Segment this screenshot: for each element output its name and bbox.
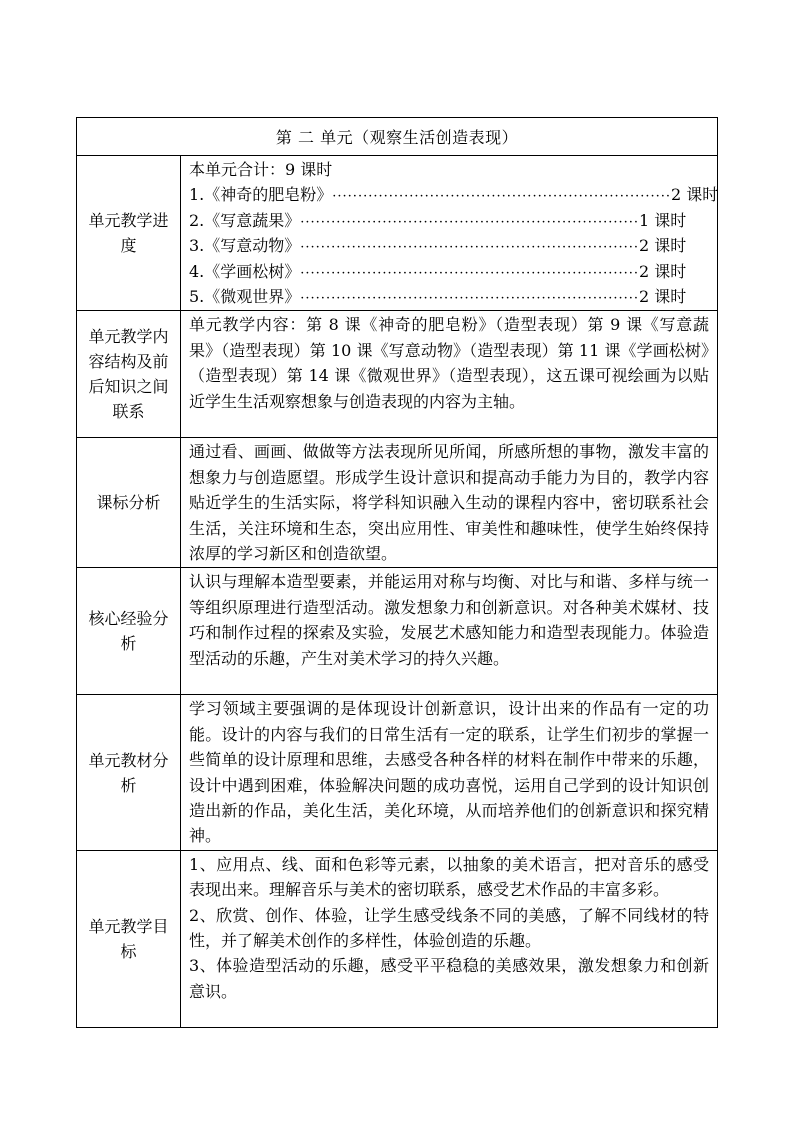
schedule-item-title: 1.《神奇的肥皂粉》 xyxy=(189,185,333,205)
schedule-item-hours: 2 课时 xyxy=(639,286,687,306)
structure-label: 单元教学内容结构及前后知识之间联系 xyxy=(77,311,181,438)
progress-label: 单元教学进度 xyxy=(77,156,181,311)
progress-total: 本单元合计：9 课时 xyxy=(189,160,333,179)
dot-leader: ·································································· xyxy=(300,290,640,306)
dot-leader: ·································································· xyxy=(300,214,640,230)
schedule-item-hours: 2 课时 xyxy=(639,261,687,281)
schedule-item xyxy=(189,284,709,309)
schedule-item xyxy=(189,208,709,233)
core-experience-label: 核心经验分析 xyxy=(77,568,181,695)
textbook-label: 单元教材分析 xyxy=(77,695,181,850)
schedule-item xyxy=(189,233,709,258)
schedule-item-hours: 1 课时 xyxy=(639,210,687,230)
schedule-item-title: 2.《写意蔬果》 xyxy=(189,210,301,230)
dot-leader: ·································································· xyxy=(300,240,640,256)
textbook-content: 学习领域主要强调的是体现设计创新意识，设计出来的作品有一定的功能。设计的内容与我们的日常生活有一定的联系，让学生们初步的掌握一些简单的设计原理和思维，去感受各种各样的材料在制作中带来的乐趣，设计中遇到困难，体验解决问题的成功喜悦，运用自己学到的设计知识创造出新的作品，美化生活，美化环境，从而培养他们的创新意识和探究精神。 xyxy=(181,695,718,850)
dot-leader: ·································································· xyxy=(332,189,672,205)
progress-row xyxy=(77,156,718,311)
curriculum-row xyxy=(77,438,718,568)
goal-item: 3、体验造型活动的乐趣，感受平平稳稳的美感效果，激发想象力和创新意识。 xyxy=(189,956,709,1001)
structure-row xyxy=(77,311,718,438)
goal-item: 2、欣赏、创作、体验，让学生感受线条不同的美感，了解不同线材的特性，并了解美术创作的多样性，体验创造的乐趣。 xyxy=(189,905,709,951)
goals-row xyxy=(77,850,718,1027)
goal-item: 1、应用点、线、面和色彩等元素，以抽象的美术语言，把对音乐的感受表现出来。理解音乐与美术的密切联系，感受艺术作品的丰富多彩。 xyxy=(189,854,709,900)
schedule-item-hours: 2 课时 xyxy=(671,185,719,205)
schedule-item-title: 3.《写意动物》 xyxy=(189,236,301,256)
schedule-item xyxy=(189,182,719,207)
unit-plan-table xyxy=(76,117,718,1028)
progress-content xyxy=(181,156,718,311)
structure-content: 单元教学内容：第 8 课《神奇的肥皂粉》（造型表现）第 9 课《写意蔬果》（造型表现）第 10 课《写意动物》（造型表现）第 11 课《学画松树》（造型表现）第 14 课《微观世界》（造型表现），这五课可视绘画为以贴近学生生活观察想象与创造表现的内容为主轴。 xyxy=(181,311,718,438)
curriculum-label: 课标分析 xyxy=(77,438,181,568)
textbook-row xyxy=(77,695,718,850)
core-experience-row xyxy=(77,568,718,695)
schedule-item-title: 5.《微观世界》 xyxy=(189,286,301,306)
title-row xyxy=(77,118,718,156)
schedule-item-hours: 2 课时 xyxy=(639,236,687,256)
schedule-item xyxy=(189,259,709,284)
goals-content xyxy=(181,850,718,1027)
curriculum-content: 通过看、画画、做做等方法表现所见所闻，所感所想的事物，激发丰富的想象力与创造愿望。形成学生设计意识和提高动手能力为目的，教学内容贴近学生的生活实际，将学科知识融入生动的课程内容中，密切联系社会生活，关注环境和生态，突出应用性、审美性和趣味性，使学生始终保持浓厚的学习新区和创造欲望。 xyxy=(181,438,718,568)
dot-leader: ·································································· xyxy=(300,265,640,281)
schedule-item-title: 4.《学画松树》 xyxy=(189,261,301,281)
core-experience-content: 认识与理解本造型要素，并能运用对称与均衡、对比与和谐、多样与统一等组织原理进行造型活动。激发想象力和创新意识。对各种美术媒材、技巧和制作过程的探索及实验，发展艺术感知能力和造型表现能力。体验造型活动的乐趣，产生对美术学习的持久兴趣。 xyxy=(181,568,718,695)
goals-label: 单元教学目标 xyxy=(77,850,181,1027)
unit-title: 第 二 单元（观察生活创造表现） xyxy=(77,118,718,156)
